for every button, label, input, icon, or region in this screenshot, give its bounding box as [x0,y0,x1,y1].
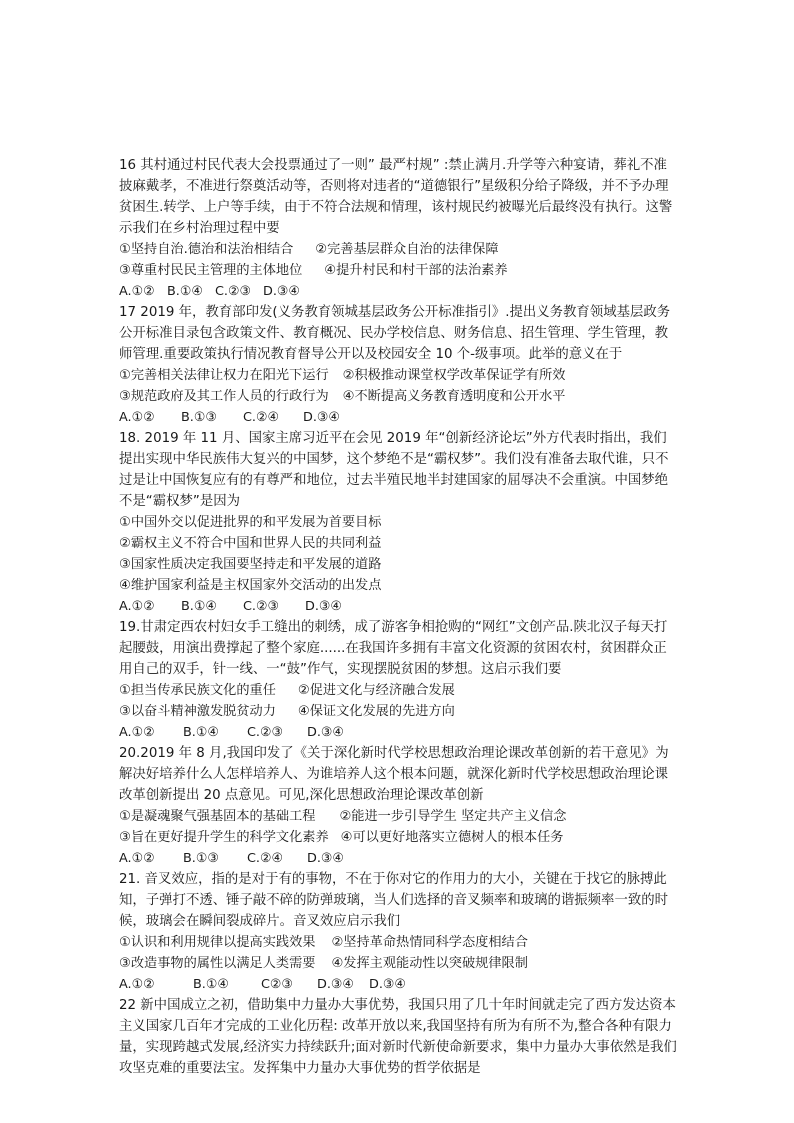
answer-choice: D.③④ [317,977,354,992]
answer-choice: C.②④ [243,410,279,425]
answer-choice: B.①④ [183,725,219,740]
answer-choice: D.③④ [303,410,340,425]
answer-choice: B.①④ [167,284,203,299]
question-stem: 17 2019 年，教育部印发(义务教育领城基层政务公开标准指引》.提出义务教育领域基层政务公开标准目录包含政策文件、教育概况、民办学校信息、财务信息、招生管理、学生管理，教师管理.重要政策执行情况教育督导公开以及校园安全 10 个-级事项。此举的意义在于 [119,305,671,362]
option: ④提升村民和村干部的法治素养 [324,263,508,278]
option-row [119,533,679,554]
option: ①担当传承民族文化的重任 [119,683,276,698]
question-stem: 22 新中国成立之初，借助集中力量办大事优势，我国只用了几十年时间就走完了西方发达资本主义国家几百年才完成的工业化历程: 改革开放以来,我国坚持有所为有所不为,整合各种有限力量，实现跨越式发展,经济实力持续跃升;面对新时代新使命新要求，集中力量办大事依然是我们攻坚克难的重要法宝。发挥集中力量办大事优势的哲学依据是 [119,998,677,1076]
option-row [119,260,679,281]
option: ④维护国家利益是主权国家外交活动的出发点 [119,578,382,593]
option-row [119,932,679,953]
answer-choice: A.①② [119,410,155,425]
option: ④可以更好地落实立德树人的根本任务 [340,830,564,845]
option: ②能进一步引导学生 坚定共产主义信念 [339,809,567,824]
option: ①认识和利用规律以提高实践效果 [119,935,316,950]
question-stem: 18. 2019 年 11 月、国家主席习近平在会见 2019 年“创新经济论坛”外方代表时指出，我们提出实现中华民族伟大复兴的中国梦，这个梦绝不是“霸权梦”。我们没有准备去取代谁，只不过是让中国恢复应有的有尊严和地位，过去半殖民地半封建国家的屈辱决不会重演。中国梦绝不是“霸权梦”是因为 [119,431,669,509]
answer-choice: D.③④ [369,977,406,992]
answer-row [119,722,679,743]
option: ①完善相关法律让权力在阳光下运行 [119,368,329,383]
answer-row [119,407,679,428]
option-row [119,701,679,722]
option: ④不断提高义务教育透明度和公开水平 [342,389,566,404]
option: ③以奋斗精神激发脱贫动力 [119,704,276,719]
option: ④发挥主观能动性以突破规律限制 [331,956,528,971]
question-stem: 20.2019 年 8 月,我国印发了《关于深化新时代学校思想政治理论课改革创新的若干意见》为解决好培养什么人怎样培养人、为谁培养人这个根本问题，就深化新时代学校思想政治理论课改革创新提出 20 点意见。可见,深化思想政治理论课改革创新 [119,746,669,803]
answer-choice: B.①③ [183,851,219,866]
question-stem: 19.甘肃定西农村妇女手工缝出的刺绣，成了游客争相抢购的“网红”文创产品.陕北汉子每天打起腰鼓，用演出费撑起了整个家庭......在我国许多拥有丰富文化资源的贫困农村，贫困群众正用自己的双手，针一线、一“鼓”作气，实现摆脱贫困的梦想。这启示我们要 [119,620,668,677]
option: ②促进文化与经济融合发展 [297,683,455,698]
option: ③尊重村民民主管理的主体地位 [119,263,303,278]
answer-choice: C.②④ [247,851,283,866]
option-row [119,575,679,596]
option-row [119,554,679,575]
option-row [119,512,679,533]
option: ①是凝魂聚气强基固本的基础工程 [119,809,316,824]
answer-choice: C.②③ [247,725,283,740]
option: ③规范政府及其工作人员的行政行为 [119,389,329,404]
option: ①中国外交以促进批界的和平发展为首要目标 [119,515,382,530]
option: ②坚持革命热情同科学态度相结合 [331,935,528,950]
answer-choice: D.③④ [305,599,342,614]
option: ①坚持自治.德治和法治相结合 [119,242,294,257]
option-row [119,680,679,701]
option-row [119,806,679,827]
answer-choice: C②③ [261,977,293,992]
option: ④保证文化发展的先进方向 [297,704,455,719]
answer-row [119,848,679,869]
answer-choice: D.③④ [307,851,344,866]
question-21 [119,869,679,995]
answer-choice: A.①② [119,284,155,299]
question-stem: 16 其村通过村民代表大会投票通过了一则” 最严村规” :禁止满月.升学等六种宴请，葬礼不准披麻戴孝，不准进行祭奠活动等，否则将对违者的“道德银行”星级积分给子降级，并不予办理贫困生.转学、上户等手续，由于不符合法规和情理，该村规民约被曝光后最终没有执行。这警示我们在乡村治理过程中要 [119,158,673,236]
answer-choice: C.②③ [215,284,251,299]
question-17 [119,302,679,428]
option: ②积极推动课堂权学改革保证学有所效 [342,368,566,383]
answer-choice: A.①② [119,851,155,866]
option: ③旨在更好提升学生的科学文化素养 [119,830,329,845]
answer-choice: A.①② [119,599,155,614]
question-list [119,155,679,1079]
question-22 [119,995,679,1079]
option-row [119,953,679,974]
option: ③国家性质决定我国要坚持走和平发展的道路 [119,557,382,572]
answer-choice: A.①② [119,977,155,992]
answer-choice: B.①④ [193,977,229,992]
answer-row [119,281,679,302]
option-row [119,239,679,260]
answer-choice: C.②③ [243,599,279,614]
question-19 [119,617,679,743]
option: ②霸权主义不符合中国和世界人民的共同利益 [119,536,382,551]
question-18 [119,428,679,617]
option-row [119,365,679,386]
answer-choice: D.③④ [263,284,300,299]
option-row [119,827,679,848]
question-16 [119,155,679,302]
answer-row [119,596,679,617]
option-row [119,386,679,407]
answer-choice: B.①③ [181,410,217,425]
answer-choice: B.①④ [181,599,217,614]
answer-row [119,974,679,995]
answer-choice: D.③④ [307,725,344,740]
question-20 [119,743,679,869]
option: ②完善基层群众自治的法律保障 [315,242,499,257]
option: ③改造事物的属性以满足人类需要 [119,956,316,971]
answer-choice: A.①② [119,725,155,740]
question-stem: 21. 音叉效应，指的是对于有的事物，不在于你对它的作用力的大小，关键在于找它的脉搏此知，子弹打不透、锤子敲不碎的防弹玻璃，当人们选择的音叉频率和玻璃的谐振频率一致的时候，玻璃会在瞬间裂成碎片。音叉效应启示我们 [119,872,669,929]
